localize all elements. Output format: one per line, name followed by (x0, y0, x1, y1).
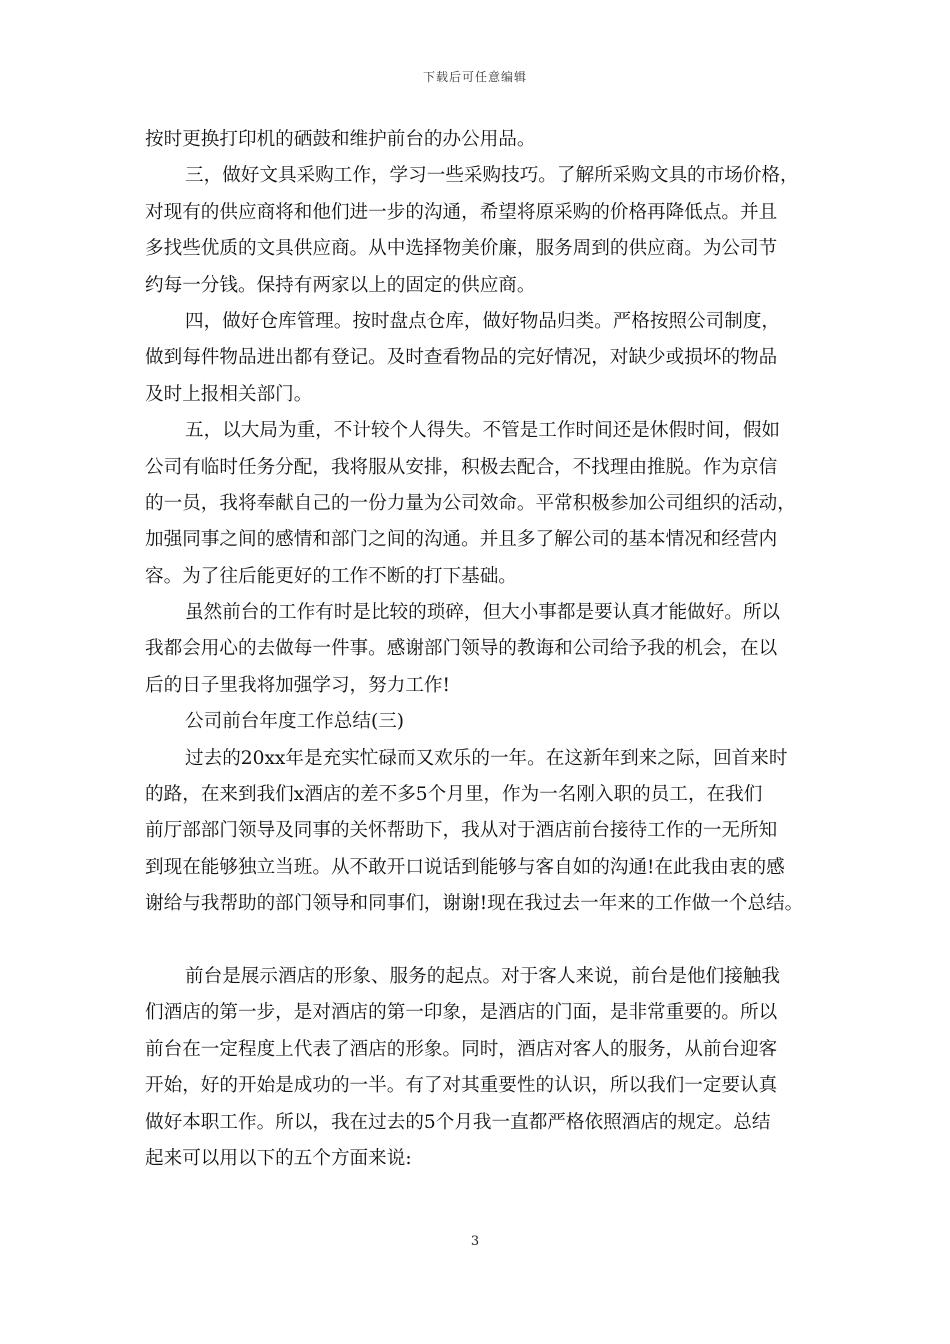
text-line: 后的日子里我将加强学习，努力工作! (145, 674, 450, 696)
text-line: 到现在能够独立当班。从不敢开口说话到能够与客自如的沟通!在此我由衷的感 (145, 856, 785, 878)
text-line: 的路，在来到我们x酒店的差不多5个月里，作为一名刚入职的员工，在我们 (145, 784, 763, 806)
text-line: 前台是展示酒店的形象、服务的起点。对于客人来说，前台是他们接触我 (185, 965, 781, 987)
text-line: 起来可以用以下的五个方面来说: (145, 1147, 412, 1169)
text-line: 过去的20xx年是充实忙碌而又欢乐的一年。在这新年到来之际，回首来时 (185, 747, 788, 769)
blank-line (145, 923, 825, 959)
text-line: 加强同事之间的感情和部门之间的沟通。并且多了解公司的基本情况和经营内 (145, 529, 778, 551)
text-line: 对现有的供应商将和他们进一步的沟通，希望将原采购的价格再降低点。并且 (145, 201, 778, 223)
section-heading: 公司前台年度工作总结(三) (185, 711, 405, 733)
text-line: 按时更换打印机的硒鼓和维护前台的办公用品。 (145, 129, 536, 150)
page-header: 下载后可任意编辑 (422, 70, 527, 84)
text-line: 做到每件物品进出都有登记。及时查看物品的完好情况，对缺少或损坏的物品 (145, 347, 778, 369)
text-line: 三，做好文具采购工作，学习一些采购技巧。了解所采购文具的市场价格， (185, 165, 799, 187)
text-line: 及时上报相关部门。 (145, 383, 313, 405)
text-line: 虽然前台的工作有时是比较的琐碎，但大小事都是要认真才能做好。所以 (185, 602, 781, 624)
text-line: 多找些优质的文具供应商。从中选择物美价廉，服务周到的供应商。为公司节 (145, 238, 778, 260)
text-line: 前厅部部门领导及同事的关怀帮助下，我从对于酒店前台接待工作的一无所知 (145, 820, 778, 842)
text-line: 开始，好的开始是成功的一半。有了对其重要性的认识，所以我们一定要认真 (145, 1075, 778, 1097)
text-line: 们酒店的第一步，是对酒店的第一印象，是酒店的门面，是非常重要的。所以 (145, 1002, 778, 1024)
text-line: 做好本职工作。所以，我在过去的5个月我一直都严格依照酒店的规定。总结 (145, 1111, 771, 1133)
text-line: 的一员，我将奉献自己的一份力量为公司效命。平常积极参加公司组织的活动， (145, 492, 796, 514)
text-line: 四，做好仓库管理。按时盘点仓库，做好物品归类。严格按照公司制度， (185, 310, 781, 332)
text-line: 公司有临时任务分配，我将服从安排，积极去配合，不找理由推脱。作为京信 (145, 456, 778, 478)
text-line: 我都会用心的去做每一件事。感谢部门领导的教诲和公司给予我的机会，在以 (145, 638, 778, 660)
page-number: 3 (470, 1234, 480, 1249)
text-line: 五，以大局为重，不计较个人得失。不管是工作时间还是休假时间，假如 (185, 420, 781, 442)
text-line: 前台在一定程度上代表了酒店的形象。同时，酒店对客人的服务，从前台迎客 (145, 1038, 778, 1060)
document-body (145, 122, 825, 1177)
text-line: 容。为了往后能更好的工作不断的打下基础。 (145, 565, 517, 587)
text-line: 谢给与我帮助的部门领导和同事们，谢谢!现在我过去一年来的工作做一个总结。 (145, 893, 804, 915)
text-line: 约每一分钱。保持有两家以上的固定的供应商。 (145, 274, 536, 296)
